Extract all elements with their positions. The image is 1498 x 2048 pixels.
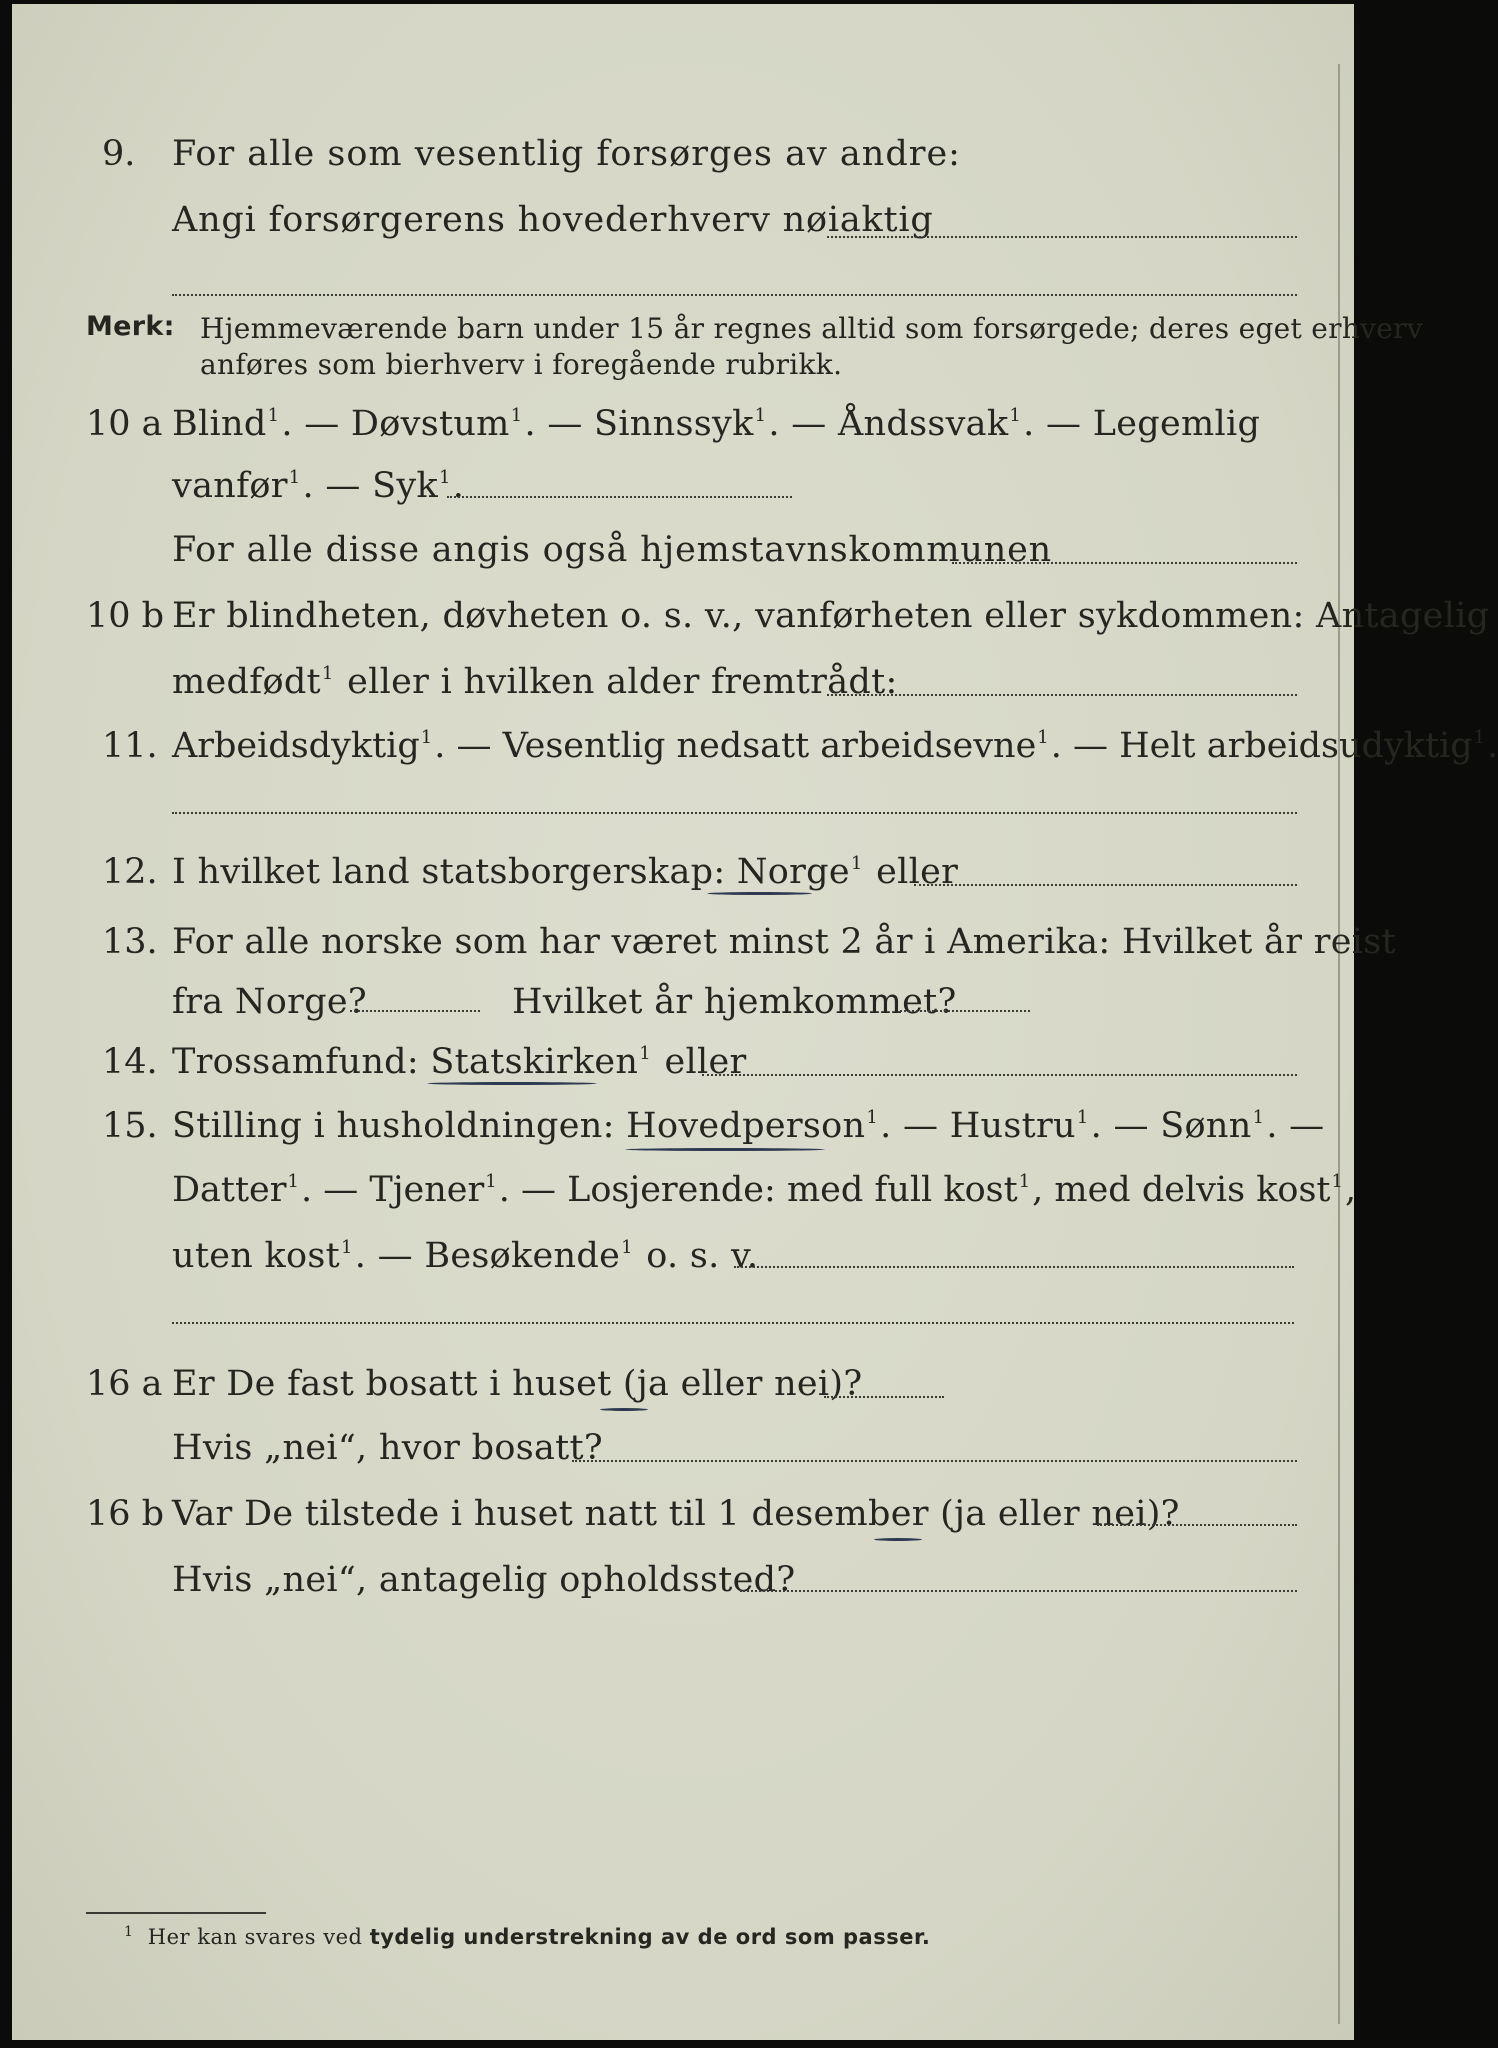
q13-hjemkommet-answer[interactable] bbox=[900, 1010, 1030, 1012]
footnote: $^1$ Her kan svares ved tydelig understrekning av de ord som passer. bbox=[124, 1924, 931, 1949]
q13-line1: For alle norske som har været minst 2 år i Amerika: Hvilket år reist bbox=[172, 922, 1396, 962]
q10a-line3: For alle disse angis også hjemstavnskommunen bbox=[172, 530, 1052, 570]
ja-underline-mark-16b bbox=[874, 1538, 922, 1541]
merk-line1: Hjemmeværende barn under 15 år regnes alltid som forsørgede; deres eget erhverv bbox=[200, 312, 1423, 345]
q15-number: 15. bbox=[102, 1106, 158, 1146]
q12-line1: I hvilket land statsborgerskap: Norge$^1$ eller bbox=[172, 852, 959, 892]
ja-underline-mark-16a bbox=[600, 1408, 648, 1411]
q14-line1: Trossamfund: Statskirken$^1$ eller bbox=[172, 1042, 747, 1082]
page-edge bbox=[1338, 64, 1340, 2024]
merk-label: Merk: bbox=[86, 311, 175, 342]
q16b-answer-line[interactable] bbox=[1097, 1524, 1297, 1526]
census-form-page bbox=[12, 4, 1498, 2040]
q10a-answer-line[interactable] bbox=[447, 496, 792, 498]
q10a-line1: Blind$^1$. — Døvstum$^1$. — Sinnssyk$^1$. — Åndssvak$^1$. — Legemlig bbox=[172, 404, 1261, 444]
q9-number: 9. bbox=[102, 134, 136, 174]
q16a-answer-line[interactable] bbox=[824, 1396, 944, 1398]
q11-number: 11. bbox=[102, 726, 158, 766]
q14-number: 14. bbox=[102, 1042, 158, 1082]
q11-answer-line[interactable] bbox=[172, 812, 1297, 814]
q16b-line1: Var De tilstede i huset natt til 1 desember (ja eller nei)? bbox=[172, 1494, 1180, 1534]
q10a-hjemstavn-line[interactable] bbox=[952, 562, 1297, 564]
q10b-line2: medfødt$^1$ eller i hvilken alder fremtrådt: bbox=[172, 662, 898, 702]
q10b-number: 10 b bbox=[86, 596, 165, 636]
footnote-rule bbox=[86, 1912, 266, 1914]
q9-line1: For alle som vesentlig forsørges av andre: bbox=[172, 134, 961, 174]
q13-reist-answer[interactable] bbox=[350, 1010, 480, 1012]
norge-underline-mark bbox=[707, 892, 812, 895]
q10a-number: 10 a bbox=[86, 404, 163, 444]
statskirken-underline-mark bbox=[427, 1082, 597, 1085]
q15-line1: Stilling i husholdningen: Hovedperson$^1$. — Hustru$^1$. — Sønn$^1$. — bbox=[172, 1106, 1325, 1146]
q12-answer-line[interactable] bbox=[914, 884, 1297, 886]
q16a-line1: Er De fast bosatt i huset (ja eller nei)? bbox=[172, 1364, 863, 1404]
q9-answer-line[interactable] bbox=[827, 236, 1297, 238]
q16a-number: 16 a bbox=[86, 1364, 163, 1404]
q10b-answer-line[interactable] bbox=[827, 694, 1297, 696]
q12-number: 12. bbox=[102, 852, 158, 892]
q9-line2: Angi forsørgerens hovederhverv nøiaktig bbox=[172, 200, 934, 240]
q9-answer-line-2[interactable] bbox=[172, 294, 1297, 296]
q10a-line2: vanfør$^1$. — Syk$^1$. bbox=[172, 466, 465, 506]
q16b-number: 16 b bbox=[86, 1494, 165, 1534]
q15-answer-line[interactable] bbox=[734, 1266, 1294, 1268]
q13-hjem-label: Hvilket år hjemkommet? bbox=[512, 982, 957, 1022]
q15-line2: Datter$^1$. — Tjener$^1$. — Losjerende: med full kost$^1$, med delvis kost$^1$, bbox=[172, 1170, 1357, 1210]
q15-line3: uten kost$^1$. — Besøkende$^1$ o. s. v. bbox=[172, 1236, 759, 1276]
q16a-line2: Hvis „nei“, hvor bosatt? bbox=[172, 1428, 603, 1468]
q14-answer-line[interactable] bbox=[702, 1074, 1297, 1076]
hovedperson-underline-mark bbox=[625, 1148, 825, 1151]
q15-answer-line-2[interactable] bbox=[172, 1322, 1294, 1324]
merk-line2: anføres som bierhverv i foregående rubrikk. bbox=[200, 348, 843, 381]
q10b-line1: Er blindheten, døvheten o. s. v., vanførheten eller sykdommen: Antagelig bbox=[172, 596, 1490, 636]
q16b-opholdssted-answer[interactable] bbox=[740, 1590, 1297, 1592]
q13-fra-label: fra Norge? bbox=[172, 982, 367, 1022]
q16b-line2: Hvis „nei“, antagelig opholdssted? bbox=[172, 1560, 796, 1600]
q13-number: 13. bbox=[102, 922, 158, 962]
q11-line1: Arbeidsdyktig$^1$. — Vesentlig nedsatt arbeidsevne$^1$. — Helt arbeidsudyktig$^1$. bbox=[172, 726, 1498, 766]
q16a-bosatt-answer[interactable] bbox=[572, 1460, 1297, 1462]
